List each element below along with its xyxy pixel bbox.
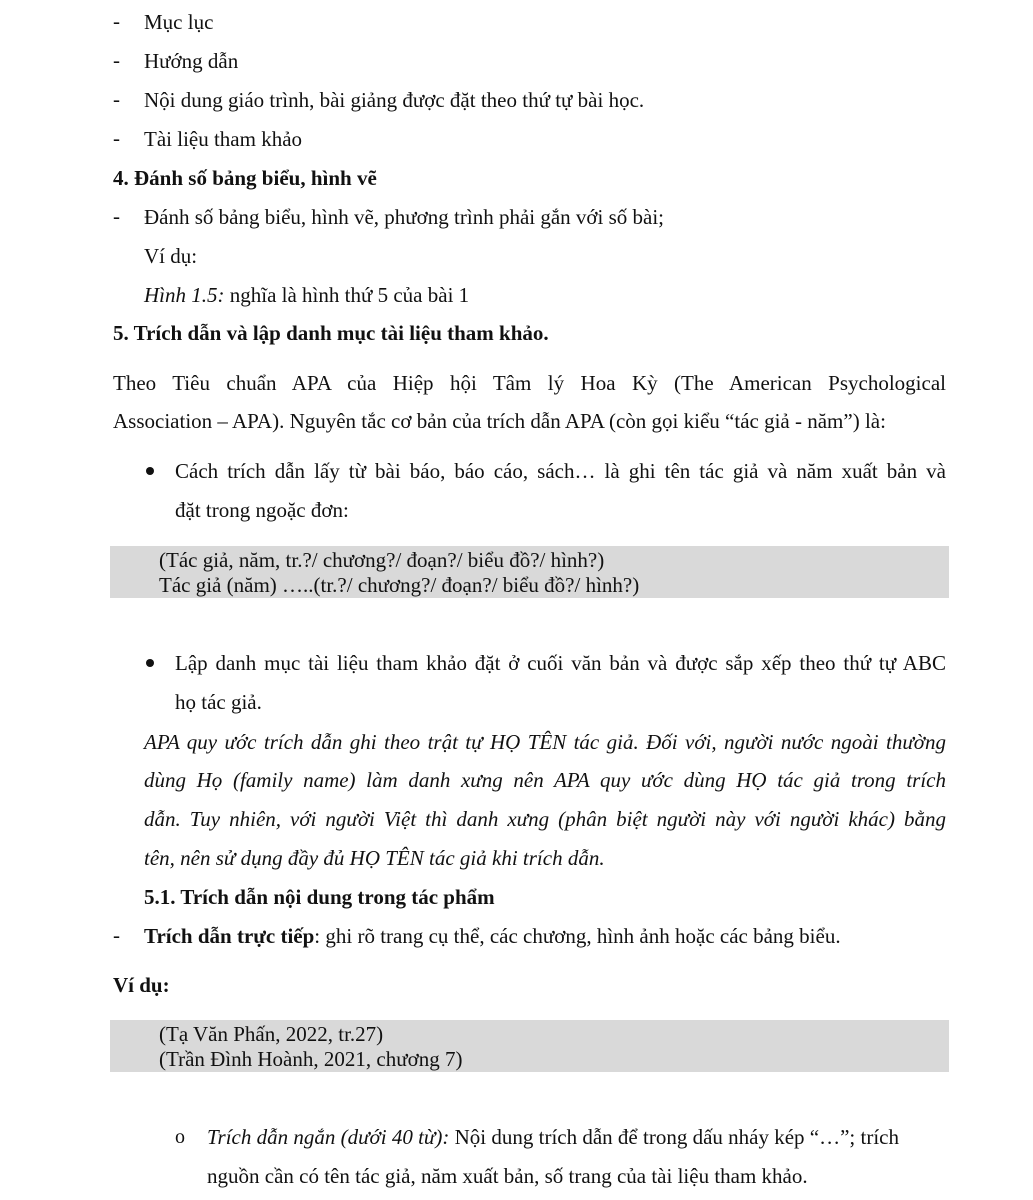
example-label: Ví dụ: [144,244,198,268]
circle-bullet-icon: o [175,1126,185,1148]
list-item: Đánh số bảng biểu, hình vẽ, phương trình phải gắn với số bài; [144,205,665,229]
bullet-item-line: Cách trích dẫn lấy từ bài báo, báo cáo, sách… là ghi tên tác giả và năm xuất bản và [175,459,946,483]
list-dash: - [113,48,120,72]
citation-example-line: (Tạ Văn Phấn, 2022, tr.27) [159,1022,384,1046]
sub-item-term: Trích dẫn ngắn (dưới 40 từ): [207,1125,450,1149]
list-item: Tài liệu tham khảo [144,127,303,151]
figure-ref: Hình 1.5: [144,283,225,307]
italic-paragraph-line: dẫn. Tuy nhiên, với người Việt thì danh xưng (phân biệt người này với người khác) bằng [144,807,946,831]
list-dash: - [113,204,120,228]
bullet-item-line: đặt trong ngoặc đơn: [175,498,349,522]
sub-item-line: nguồn cần có tên tác giả, năm xuất bản, số trang của tài liệu tham khảo. [207,1164,808,1188]
list-item: Mục lục [144,10,214,34]
paragraph-line: Association – APA). Nguyên tắc cơ bản của trích dẫn APA (còn gọi kiểu “tác giả - năm”) là: [113,409,886,433]
list-dash: - [113,126,120,150]
list-item [144,923,841,949]
bullet-icon [146,467,154,475]
italic-paragraph-line: APA quy ước trích dẫn ghi theo trật tự HỌ TÊN tác giả. Đối với, người nước ngoài thường [144,730,946,754]
bullet-icon [146,659,154,667]
sub-item-line [207,1124,899,1150]
italic-paragraph-line: tên, nên sử dụng đầy đủ HỌ TÊN tác giả khi trích dẫn. [144,846,605,870]
term-desc: : ghi rõ trang cụ thể, các chương, hình ảnh hoặc các bảng biểu. [314,924,841,948]
bullet-item-line: Lập danh mục tài liệu tham khảo đặt ở cuối văn bản và được sắp xếp theo thứ tự ABC [175,651,946,675]
list-item: Hướng dẫn [144,49,239,73]
list-dash: - [113,9,120,33]
list-dash: - [113,87,120,111]
example-label: Ví dụ: [113,973,170,997]
citation-format-line: Tác giả (năm) …..(tr.?/ chương?/ đoạn?/ biểu đồ?/ hình?) [159,573,640,597]
bullet-item-line: họ tác giả. [175,690,262,714]
example-line [144,282,469,308]
section-heading: 5. Trích dẫn và lập danh mục tài liệu tham khảo. [113,321,549,345]
subsection-heading: 5.1. Trích dẫn nội dung trong tác phẩm [144,885,495,909]
figure-ref-desc: nghĩa là hình thứ 5 của bài 1 [224,283,470,307]
italic-paragraph-line: dùng Họ (family name) làm danh xưng nên APA quy ước dùng HỌ tác giả trong trích [144,768,946,792]
term-bold: Trích dẫn trực tiếp [144,924,315,948]
section-heading: 4. Đánh số bảng biểu, hình vẽ [113,166,377,190]
sub-item-desc: Nội dung trích dẫn để trong dấu nháy kép “…”; trích [449,1125,899,1149]
list-dash: - [113,923,120,947]
citation-format-line: (Tác giả, năm, tr.?/ chương?/ đoạn?/ biểu đồ?/ hình?) [159,548,605,572]
paragraph-line: Theo Tiêu chuẩn APA của Hiệp hội Tâm lý Hoa Kỳ (The American Psychological [113,371,946,395]
citation-example-line: (Trần Đình Hoành, 2021, chương 7) [159,1047,463,1071]
list-item: Nội dung giáo trình, bài giảng được đặt theo thứ tự bài học. [144,88,645,112]
citation-example-box [110,1020,949,1072]
citation-format-box [110,546,949,598]
